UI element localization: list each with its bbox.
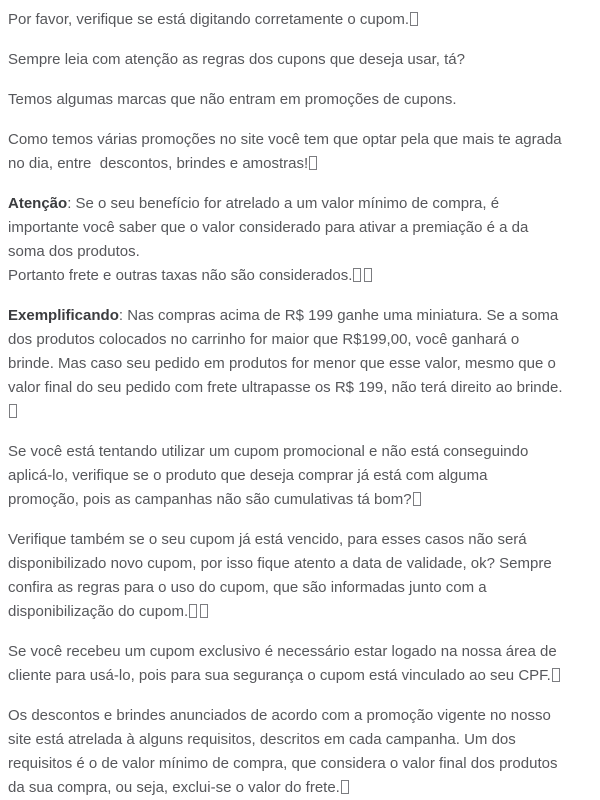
line-text: requisitos é o de valor mínimo de compra, que considera o valor final dos produtos — [8, 755, 558, 772]
line-text: dos produtos colocados no carrinho for maior que R$199,00, você ganhará o — [8, 331, 520, 348]
line-text: Sempre leia com atenção as regras dos cupons que deseja usar, tá? — [8, 51, 465, 68]
text-line — [8, 704, 592, 728]
text-line — [8, 264, 592, 288]
bold-lead-text: Atenção — [8, 195, 68, 212]
text-line — [8, 664, 592, 688]
line-text: : Nas compras acima de R$ 199 ganhe uma miniatura. Se a soma — [118, 307, 559, 324]
paragraph — [8, 304, 592, 424]
bold-lead-text: Exemplificando — [8, 307, 119, 324]
line-text: Se você está tentando utilizar um cupom promocional e não está conseguindo — [8, 443, 529, 460]
text-line — [8, 328, 592, 352]
line-text: no dia, entre descontos, brindes e amostras! — [8, 155, 309, 172]
missing-glyph-box-icon — [364, 268, 372, 282]
text-line — [8, 128, 592, 152]
paragraph — [8, 640, 592, 688]
line-text: brinde. Mas caso seu pedido em produtos for menor que esse valor, mesmo que o — [8, 355, 556, 372]
text-line — [8, 216, 592, 240]
text-line — [8, 464, 592, 488]
text-line — [8, 576, 592, 600]
missing-glyph-box-icon — [189, 604, 197, 618]
text-line — [8, 352, 592, 376]
text-line — [8, 88, 592, 112]
line-text: Verifique também se o seu cupom já está vencido, para esses casos não será — [8, 531, 527, 548]
missing-glyph-box-icon — [9, 404, 17, 418]
text-line — [8, 528, 592, 552]
text-line — [8, 400, 592, 424]
text-line — [8, 640, 592, 664]
text-line — [8, 488, 592, 512]
missing-glyph-box-icon — [341, 780, 349, 794]
text-line — [8, 752, 592, 776]
text-line — [8, 192, 592, 216]
line-text: Temos algumas marcas que não entram em promoções de cupons. — [8, 91, 457, 108]
paragraph — [8, 8, 592, 32]
missing-glyph-box-icon — [413, 492, 421, 506]
text-line — [8, 48, 592, 72]
line-text: importante você saber que o valor considerado para ativar a premiação é a da — [8, 219, 529, 236]
line-text: disponibilização do cupom. — [8, 603, 189, 620]
line-text: : Se o seu benefício for atrelado a um valor mínimo de compra, é — [67, 195, 500, 212]
text-line — [8, 376, 592, 400]
line-text: Portanto frete e outras taxas não são considerados. — [8, 267, 353, 284]
missing-glyph-box-icon — [552, 668, 560, 682]
line-text: soma dos produtos. — [8, 243, 140, 260]
line-text: Por favor, verifique se está digitando corretamente o cupom. — [8, 11, 410, 28]
line-text: Se você recebeu um cupom exclusivo é necessário estar logado na nossa área de — [8, 643, 557, 660]
missing-glyph-box-icon — [410, 12, 418, 26]
paragraph — [8, 704, 592, 800]
line-text: cliente para usá-lo, pois para sua segurança o cupom está vinculado ao seu CPF. — [8, 667, 551, 684]
paragraph — [8, 192, 592, 288]
line-text: Como temos várias promoções no site você tem que optar pela que mais te agrada — [8, 131, 562, 148]
line-text: valor final do seu pedido com frete ultrapasse os R$ 199, não terá direito ao brinde. — [8, 379, 563, 396]
line-text: promoção, pois as campanhas não são cumulativas tá bom? — [8, 491, 412, 508]
text-line — [8, 552, 592, 576]
text-line — [8, 440, 592, 464]
line-text: aplicá-lo, verifique se o produto que deseja comprar já está com alguma — [8, 467, 488, 484]
text-line — [8, 304, 592, 328]
paragraph — [8, 440, 592, 512]
line-text: confira as regras para o uso do cupom, que são informadas junto com a — [8, 579, 487, 596]
missing-glyph-box-icon — [353, 268, 361, 282]
text-line — [8, 600, 592, 624]
text-line — [8, 8, 592, 32]
missing-glyph-box-icon — [309, 156, 317, 170]
text-line — [8, 240, 592, 264]
line-text: Os descontos e brindes anunciados de acordo com a promoção vigente no nosso — [8, 707, 551, 724]
line-text: da sua compra, ou seja, exclui-se o valor do frete. — [8, 779, 340, 796]
line-text: site está atrelada à alguns requisitos, descritos em cada campanha. Um dos — [8, 731, 516, 748]
text-line — [8, 728, 592, 752]
text-line — [8, 152, 592, 176]
paragraph — [8, 48, 592, 72]
line-text: disponibilizado novo cupom, por isso fique atento a data de validade, ok? Sempre — [8, 555, 552, 572]
text-line — [8, 776, 592, 800]
missing-glyph-box-icon — [200, 604, 208, 618]
paragraph — [8, 528, 592, 624]
paragraph — [8, 128, 592, 176]
paragraph — [8, 88, 592, 112]
